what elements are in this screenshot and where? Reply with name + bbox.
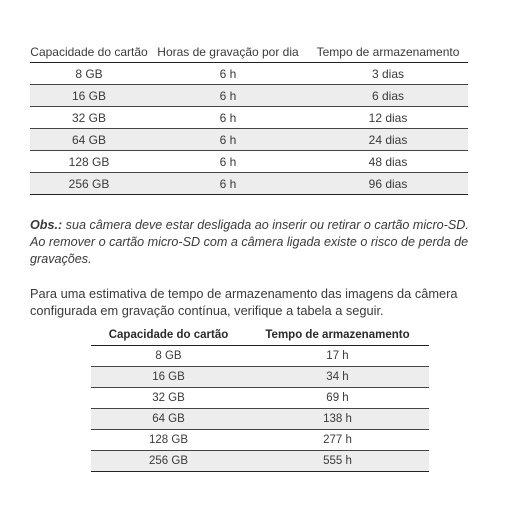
header-hours-per-day: Horas de gravação por dia [148, 42, 308, 63]
cell-hours: 6 h [148, 151, 308, 173]
cell-storage-time: 3 dias [308, 63, 468, 85]
table-row [91, 346, 429, 367]
table-row [91, 451, 429, 472]
header-card-capacity: Capacidade do cartão [91, 325, 246, 346]
table-row [30, 151, 468, 173]
header-storage-time: Tempo de armazenamento [308, 42, 468, 63]
storage-table-continuous [91, 325, 429, 472]
cell-capacity: 128 GB [30, 151, 148, 173]
header-storage-time: Tempo de armazenamento [246, 325, 429, 346]
cell-storage-time: 12 dias [308, 107, 468, 129]
cell-capacity: 256 GB [91, 451, 246, 472]
cell-capacity: 64 GB [30, 129, 148, 151]
table-header-row [30, 42, 468, 63]
table-row [91, 430, 429, 451]
cell-storage-time: 24 dias [308, 129, 468, 151]
cell-storage-time: 34 h [246, 367, 429, 388]
table-header-row [91, 325, 429, 346]
cell-hours: 6 h [148, 173, 308, 195]
cell-hours: 6 h [148, 107, 308, 129]
table-row [91, 409, 429, 430]
continuous-recording-paragraph: Para uma estimativa de tempo de armazenamento das imagens da câmera configurada em gravação contínua, verifique a tabela a seguir. [30, 285, 458, 318]
cell-storage-time: 69 h [246, 388, 429, 409]
cell-storage-time: 48 dias [308, 151, 468, 173]
cell-capacity: 128 GB [91, 430, 246, 451]
cell-storage-time: 277 h [246, 430, 429, 451]
cell-capacity: 32 GB [91, 388, 246, 409]
obs-text: sua câmera deve estar desligada ao inserir ou retirar o cartão micro-SD. Ao remover o cartão micro-SD com a câmera ligada existe o risco de perda de gravações. [30, 217, 469, 266]
cell-capacity: 64 GB [91, 409, 246, 430]
header-card-capacity: Capacidade do cartão [30, 42, 148, 63]
cell-capacity: 8 GB [30, 63, 148, 85]
obs-note [30, 217, 480, 268]
cell-hours: 6 h [148, 129, 308, 151]
cell-hours: 6 h [148, 63, 308, 85]
obs-label: Obs.: [30, 217, 63, 232]
table-row [30, 129, 468, 151]
cell-capacity: 32 GB [30, 107, 148, 129]
table-row [91, 367, 429, 388]
cell-storage-time: 96 dias [308, 173, 468, 195]
cell-hours: 6 h [148, 85, 308, 107]
cell-capacity: 256 GB [30, 173, 148, 195]
table-row [30, 107, 468, 129]
cell-capacity: 8 GB [91, 346, 246, 367]
cell-storage-time: 555 h [246, 451, 429, 472]
cell-capacity: 16 GB [91, 367, 246, 388]
table-row [30, 173, 468, 195]
cell-storage-time: 6 dias [308, 85, 468, 107]
cell-capacity: 16 GB [30, 85, 148, 107]
cell-storage-time: 138 h [246, 409, 429, 430]
table-row [30, 85, 468, 107]
cell-storage-time: 17 h [246, 346, 429, 367]
table-row [91, 388, 429, 409]
table-row [30, 63, 468, 85]
storage-table-daily [30, 42, 468, 195]
